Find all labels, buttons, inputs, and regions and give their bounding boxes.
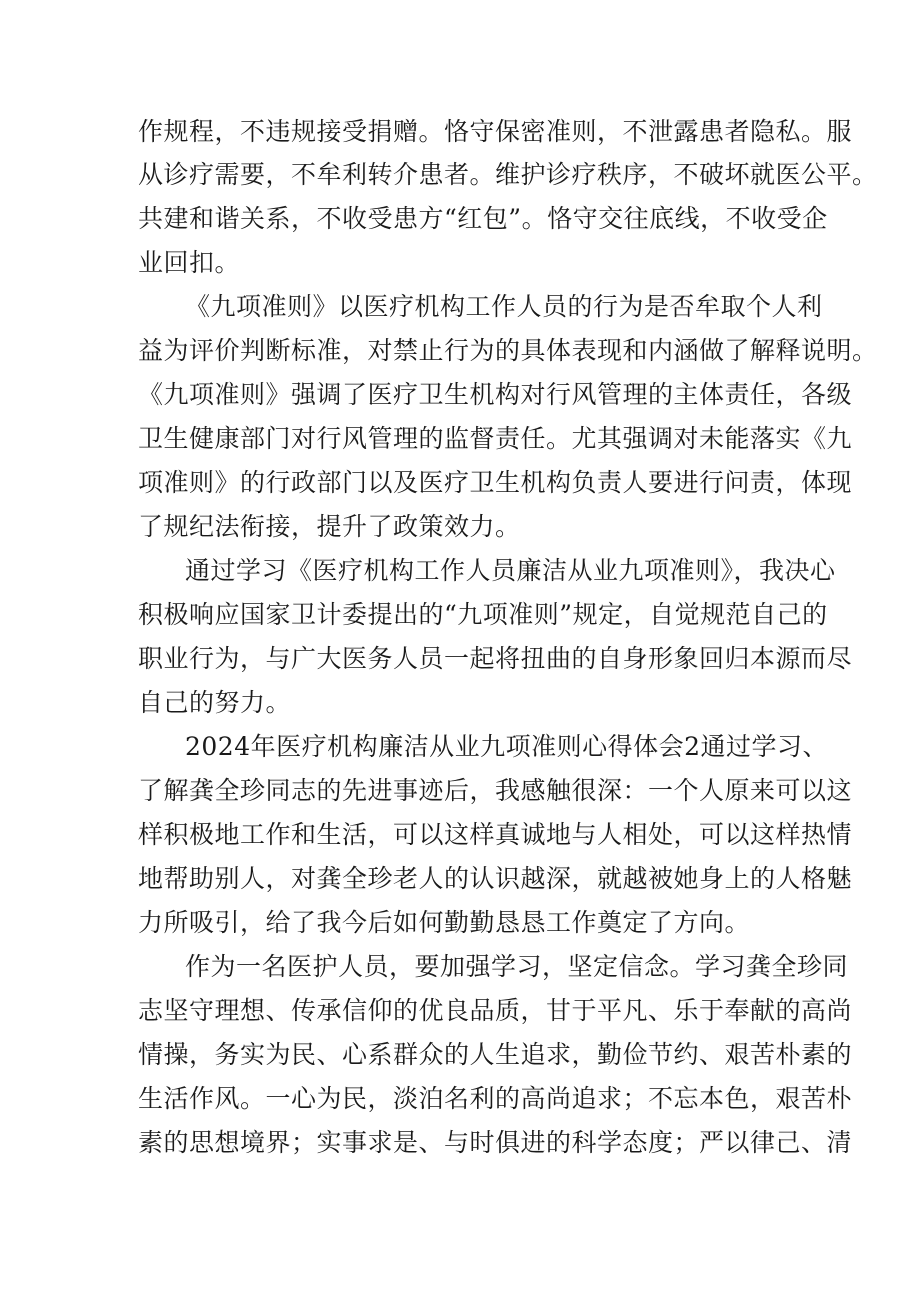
text-line: 卫生健康部门对行风管理的监督责任。尤其强调对未能落实《九	[138, 424, 853, 453]
text-line: 共建和谐关系，不收受患方“红包”。恪守交往底线，不收受企	[138, 204, 828, 233]
text-line: 通过学习《医疗机构工作人员廉洁从业九项准则》，我决心	[185, 556, 836, 585]
text-line: 自己的努力。	[138, 688, 292, 717]
text-line: 志坚守理想、传承信仰的优良品质，甘于平凡、乐于奉献的高尚	[138, 996, 853, 1025]
text-line: 地帮助别人，对龚全珍老人的认识越深，就越被她身上的人格魅	[138, 864, 853, 893]
text-line: 积极响应国家卫计委提出的“九项准则”规定，自觉规范自己的	[138, 600, 828, 629]
text-line: 益为评价判断标准，对禁止行为的具体表现和内涵做了解释说明。	[138, 336, 878, 365]
text-line: 职业行为，与广大医务人员一起将扭曲的自身形象回归本源而尽	[138, 644, 853, 673]
text-line: 《九项准则》以医疗机构工作人员的行为是否牟取个人利	[185, 292, 823, 321]
text-line: 素的思想境界；实事求是、与时俱进的科学态度；严以律己、清	[138, 1128, 853, 1157]
text-line: 项准则》的行政部门以及医疗卫生机构负责人要进行问责，体现	[138, 468, 853, 497]
text-line: 《九项准则》强调了医疗卫生机构对行风管理的主体责任，各级	[138, 380, 853, 409]
text-line: 作为一名医护人员，要加强学习，坚定信念。学习龚全珍同	[185, 952, 849, 981]
text-line: 了解龚全珍同志的先进事迹后，我感触很深：一个人原来可以这	[138, 776, 853, 805]
text-line: 样积极地工作和生活，可以这样真诚地与人相处，可以这样热情	[138, 820, 853, 849]
text-line: 了规纪法衔接，提升了政策效力。	[138, 512, 521, 541]
text-line: 作规程，不违规接受捐赠。恪守保密准则，不泄露患者隐私。服	[138, 117, 853, 146]
text-line: 从诊疗需要，不牟利转介患者。维护诊疗秩序，不破坏就医公平。	[138, 160, 878, 189]
text-line: 业回扣。	[138, 248, 241, 277]
text-line: 情操，务实为民、心系群众的人生追求，勤俭节约、艰苦朴素的	[138, 1040, 853, 1069]
text-line: 2024年医疗机构廉洁从业九项准则心得体会2通过学习、	[185, 732, 829, 761]
text-line: 生活作风。一心为民，淡泊名利的高尚追求；不忘本色，艰苦朴	[138, 1084, 853, 1113]
text-line: 力所吸引，给了我今后如何勤勤恳恳工作奠定了方向。	[138, 908, 751, 937]
